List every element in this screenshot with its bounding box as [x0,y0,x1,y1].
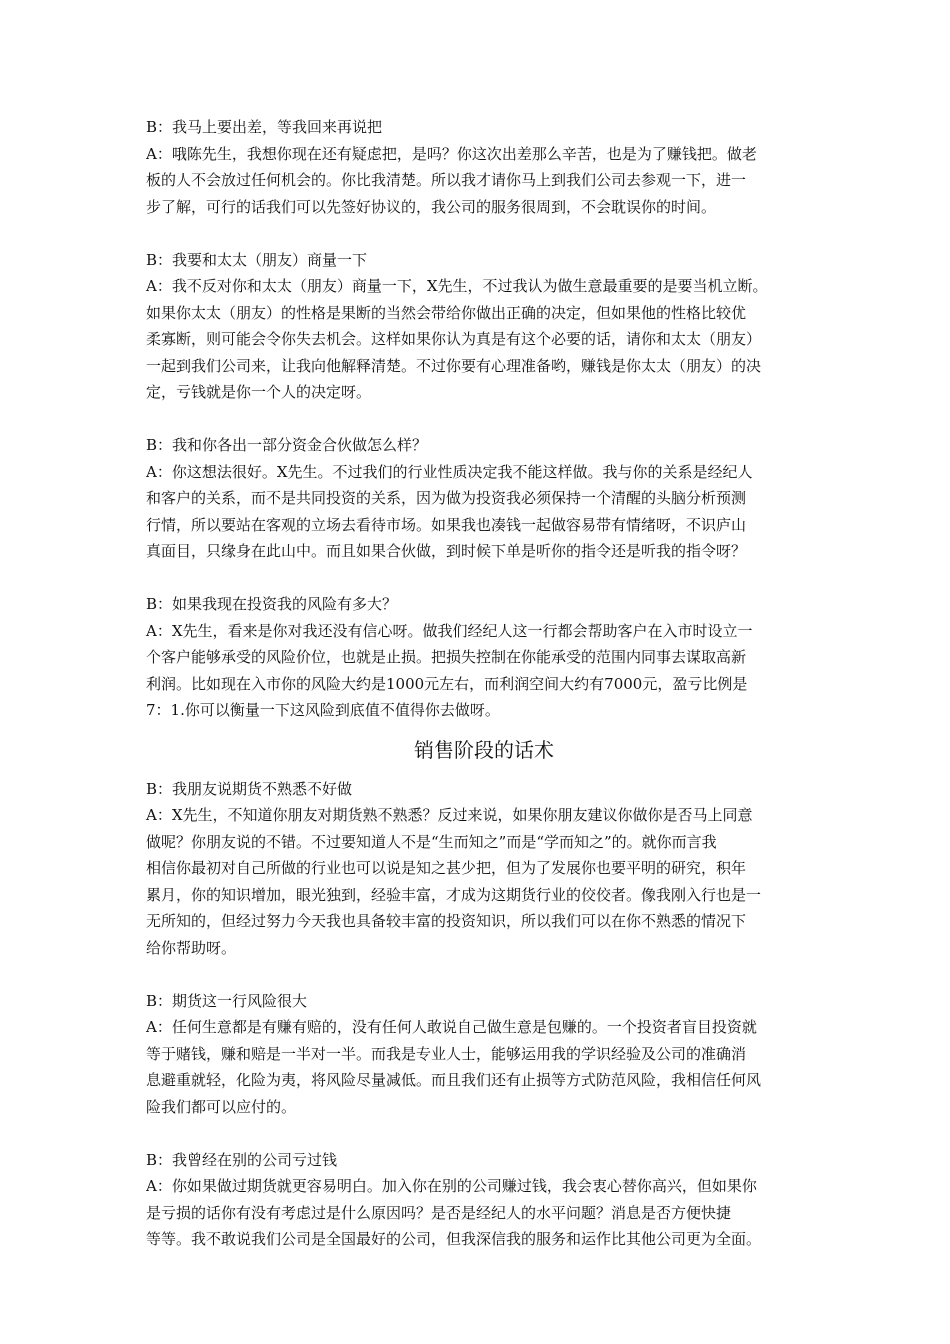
question-line: B：如果我现在投资我的风险有多大？ [146,595,398,613]
answer-line: 真面目，只缘身在此山中。而且如果合伙做，到时候下单是听你的指令还是听我的指令呀？ [146,542,747,560]
answer-line: 步了解，可行的话我们可以先签好协议的，我公司的服务很周到，不会耽误你的时间。 [146,197,717,216]
answer-line: 个客户能够承受的风险价位，也就是止损。把损失控制在你能承受的范围内同事去谋取高新 [146,648,747,666]
answer-line: A：任何生意都是有赚有赔的，没有任何人敢说自己做生意是包赚的。一个投资者盲目投资就 [146,1018,757,1036]
answer-line: 等等。我不敢说我们公司是全国最好的公司，但我深信我的服务和运作比其他公司更为全面。 [146,1230,762,1248]
question-line: B：我曾经在别的公司亏过钱 [146,1150,338,1169]
section-heading: 销售阶段的话术 [414,737,554,762]
paragraph-gap [146,565,822,592]
answer-line: A：我不反对你和太太（朋友）商量一下，X先生，不过我认为做生意最重要的是要当机立断。 [146,277,768,295]
question-line: B：我要和太太（朋友）商量一下 [146,250,368,269]
answer-line: 利润。比如现在入市你的风险大约是1000元左右，而利润空间大约有7000元，盈亏比例是 [146,674,748,693]
answer-line: 险我们都可以应付的。 [146,1097,297,1116]
qa-block-discuss-with-wife [146,247,822,406]
answer-line: 给你帮助呀。 [146,938,237,957]
qa-block-business-trip [146,114,822,220]
answer-line: A：你这想法很好。X先生。不过我们的行业性质决定我不能这样做。我与你的关系是经纪人 [146,462,753,481]
qa-block-risk [146,591,822,724]
answer-line: 一起到我们公司来，让我向他解释清楚。不过你要有心理准备哟，赚钱是你太太（朋友）的决 [146,356,762,375]
answer-line: A：X先生，看来是你对我还没有信心呀。做我们经纪人这一行都会帮助客户在入市时设立一 [146,621,753,640]
qa-block-lost-money-before [146,1147,822,1253]
answer-line: 定，亏钱就是你一个人的决定呀。 [146,383,372,401]
answer-line: 累月，你的知识增加，眼光独到，经验丰富，才成为这期货行业的佼佼者。像我刚入行也是一 [146,885,762,904]
question-line: B：期货这一行风险很大 [146,991,308,1010]
qa-block-friend-unfamiliar [146,776,822,962]
answer-line: A：哦陈先生，我想你现在还有疑虑把，是吗？你这次出差那么辛苦，也是为了赚钱把。做老 [146,144,757,163]
question-line: B：我马上要出差，等我回来再说把 [146,118,383,136]
answer-line: 息避重就轻，化险为夷，将风险尽量减低。而且我们还有止损等方式防范风险，我相信任何风 [146,1071,762,1089]
question-line: B：我朋友说期货不熟悉不好做 [146,779,353,798]
paragraph-gap [146,220,822,247]
answer-line: 做呢？你朋友说的不错。不过要知道人不是“生而知之”而是“学而知之”的。就你而言我 [146,832,717,851]
qa-block-partnership [146,432,822,565]
answer-line: A：X先生，不知道你朋友对期货熟不熟悉？反过来说，如果你朋友建议你做你是否马上同意 [146,806,753,824]
answer-line: 是亏损的话你有没有考虑过是什么原因吗？是否是经纪人的水平问题？消息是否方便快捷 [146,1203,732,1222]
paragraph-gap [146,406,822,433]
answer-line: 板的人不会放过任何机会的。你比我清楚。所以我才请你马上到我们公司去参观一下，进一 [146,171,747,189]
answer-line: 7：1.你可以衡量一下这风险到底值不值得你去做呀。 [146,701,500,719]
question-line: B：我和你各出一部分资金合伙做怎么样？ [146,436,428,454]
answer-line: 如果你太太（朋友）的性格是果断的当然会带给你做出正确的决定，但如果他的性格比较优 [146,303,747,322]
answer-line: 无所知的，但经过努力今天我也具备较丰富的投资知识，所以我们可以在你不熟悉的情况下 [146,912,747,930]
answer-line: 柔寡断，则可能会令你失去机会。这样如果你认为真是有这个必要的话，请你和太太（朋友） [146,330,762,348]
paragraph-gap [146,1120,822,1147]
paragraph-gap [146,961,822,988]
answer-line: A：你如果做过期货就更容易明白。加入你在别的公司赚过钱，我会衷心替你高兴，但如果你 [146,1177,757,1195]
answer-line: 行情，所以要站在客观的立场去看待市场。如果我也凑钱一起做容易带有情绪呀，不识庐山 [146,515,747,534]
document-body [146,114,822,1253]
answer-line: 和客户的关系，而不是共同投资的关系，因为做为投资我必须保持一个清醒的头脑分析预测 [146,489,747,507]
qa-block-high-risk [146,988,822,1121]
answer-line: 等于赌钱，赚和赔是一半对一半。而我是专业人士，能够运用我的学识经验及公司的准确消 [146,1044,747,1063]
answer-line: 相信你最初对自己所做的行业也可以说是知之甚少把，但为了发展你也要平明的研究，积年 [146,859,747,877]
